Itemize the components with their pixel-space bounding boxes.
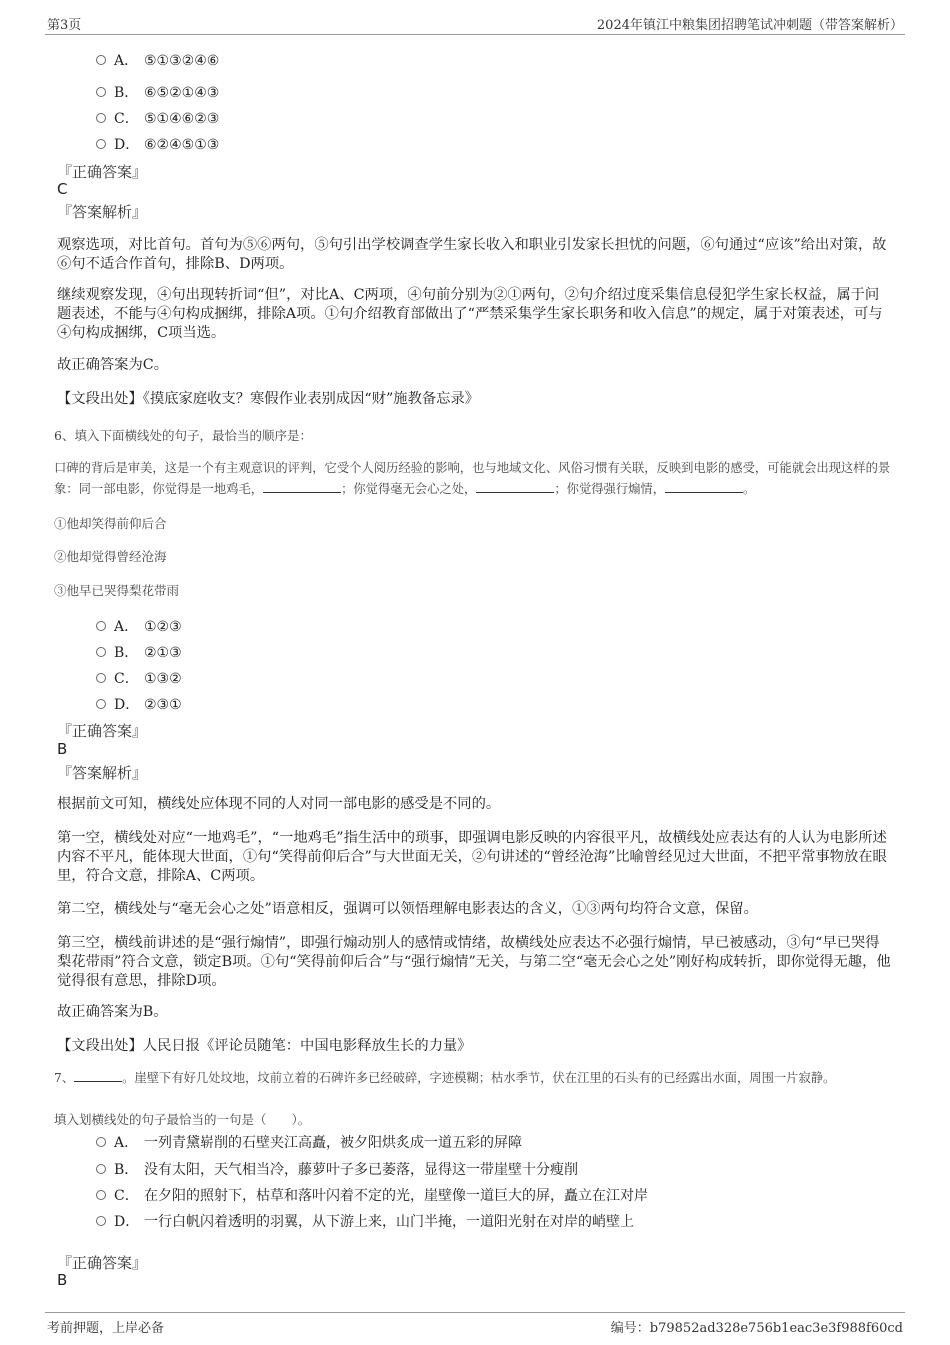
q7-option-b[interactable]: B． 没有太阳，天气相当冷，藤萝叶子多已萎落，显得这一带崖壁十分瘦削	[96, 1159, 578, 1179]
q5-analysis-para-1: 观察选项，对比首句。首句为⑤⑥两句，⑤句引出学校调查学生家长收入和职业引发家长担忧的问题，⑥句通过“应该”给出对策，故⑥句不适合作首句，排除B、D两项。	[57, 237, 887, 272]
q6-source: 【文段出处】人民日报《评论员随笔：中国电影释放生长的力量》	[57, 1038, 472, 1054]
page-number: 第3页	[47, 18, 82, 33]
q6-option-a[interactable]: A． ①②③	[96, 616, 182, 636]
q7-correct-answer: B	[57, 1271, 68, 1289]
radio-icon[interactable]	[96, 1190, 106, 1200]
q5-analysis-label: 『答案解析』	[57, 203, 148, 221]
q5-option-d[interactable]: D． ⑥②④⑤①③	[96, 134, 219, 154]
q7-option-c[interactable]: C． 在夕阳的照射下，枯草和落叶闪着不定的光，崖壁像一道巨大的屏，矗立在江对岸	[96, 1185, 648, 1205]
radio-icon[interactable]	[96, 621, 106, 631]
q6-item-1: ①他却笑得前仰后合	[54, 516, 167, 531]
q7-correct-label: 『正确答案』	[57, 1254, 148, 1272]
q5-source: 【文段出处】《摸底家庭收支？寒假作业表别成因“财”施教备忘录》	[57, 391, 480, 407]
answer-blank	[263, 480, 341, 493]
answer-blank	[665, 480, 743, 493]
q6-question: 6、填入下面横线处的句子，最恰当的顺序是：	[54, 428, 312, 443]
q6-item-2: ②他却觉得曾经沧海	[54, 549, 167, 564]
q6-option-d[interactable]: D． ②③①	[96, 694, 182, 714]
q6-analysis-para-3: 第二空，横线处与“毫无会心之处”语意相反，强调可以领悟理解电影表达的含义，①③两句均符合文意，保留。	[57, 901, 758, 917]
radio-icon[interactable]	[96, 139, 106, 149]
q5-analysis-para-2: 继续观察发现，④句出现转折词“但”，对比A、C两项，④句前分别为②①两句，②句介绍过度采集信息侵犯学生家长权益，属于问题表述，不能与④句构成捆绑，排除A项。①句介绍教育部做出了“严禁采集学生家长职务和收入信息”的规定，属于对策表述，可与④句构成捆绑，C项当选。	[57, 287, 883, 341]
radio-icon[interactable]	[96, 699, 106, 709]
q6-analysis-para-5: 故正确答案为B。	[57, 1004, 168, 1020]
radio-icon[interactable]	[96, 1164, 106, 1174]
q7-question: 7、 。崖壁下有好几处坟地，坟前立着的石碑许多已经破碎，字迹模糊；枯水季节，伏在江里的石头有的已经露出水面，周围一片寂静。	[54, 1071, 836, 1085]
q6-analysis-para-4: 第三空，横线前讲述的是“强行煽情”，即强行煽动别人的感情或情绪，故横线处应表达不必强行煽情，早已被感动，③句“早已哭得梨花带雨”符合文意，锁定B项。①句“笑得前仰后合”与“强行煽情”无关，与第二空“毫无会心之处”刚好构成转折，即你觉得无趣，他觉得很有意思，排除D项。	[57, 935, 891, 989]
radio-icon[interactable]	[96, 1137, 106, 1147]
answer-blank	[74, 1069, 122, 1082]
radio-icon[interactable]	[96, 1216, 106, 1226]
q5-option-a[interactable]: A． ⑤①③②④⑥	[96, 50, 219, 70]
radio-icon[interactable]	[96, 647, 106, 657]
document-id: 编号：b79852ad328e756b1eac3e3f988f60cd	[610, 1321, 903, 1336]
q6-correct-label: 『正确答案』	[57, 722, 148, 740]
radio-icon[interactable]	[96, 673, 106, 683]
q7-option-d[interactable]: D． 一行白帆闪着透明的羽翼，从下游上来，山门半掩，一道阳光射在对岸的峭壁上	[96, 1211, 634, 1231]
q5-option-b[interactable]: B． ⑥⑤②①④③	[96, 82, 219, 102]
radio-icon[interactable]	[96, 55, 106, 65]
q5-option-c[interactable]: C． ⑤①④⑥②③	[96, 108, 219, 128]
q6-correct-answer: B	[57, 740, 68, 758]
document-title: 2024年镇江中粮集团招聘笔试冲刺题（带答案解析）	[596, 18, 903, 33]
q6-analysis-label: 『答案解析』	[57, 764, 148, 782]
answer-blank	[476, 480, 554, 493]
q6-passage: 口碑的背后是审美，这是一个有主观意识的评判，它受个人阅历经验的影响，也与地域文化、风俗习惯有关联，反映到电影的感受，可能就会出现这样的景象：同一部电影，你觉得是一地鸡毛， ；你觉得毫无会心之处， ；你觉得强行煽情， 。	[54, 461, 891, 496]
q5-analysis-para-3: 故正确答案为C。	[57, 357, 169, 373]
page-header	[45, 12, 905, 35]
q7-prompt: 填入划横线处的句子最恰当的一句是（ ）。	[54, 1112, 311, 1127]
radio-icon[interactable]	[96, 113, 106, 123]
q5-correct-label: 『正确答案』	[57, 163, 148, 181]
q7-option-a[interactable]: A． 一列青黛崭削的石壁夹江高矗，被夕阳烘炙成一道五彩的屏障	[96, 1132, 522, 1152]
q6-analysis-para-1: 根据前文可知，横线处应体现不同的人对同一部电影的感受是不同的。	[57, 796, 501, 812]
q6-option-b[interactable]: B． ②①③	[96, 642, 182, 662]
q5-correct-answer: C	[57, 180, 68, 198]
footer-slogan: 考前押题，上岸必备	[47, 1321, 165, 1336]
q6-option-c[interactable]: C． ①③②	[96, 668, 182, 688]
q6-item-3: ③他早已哭得梨花带雨	[54, 583, 180, 598]
page-footer	[45, 1312, 905, 1335]
q6-analysis-para-2: 第一空，横线处对应“一地鸡毛”，“一地鸡毛”指生活中的琐事，即强调电影反映的内容很平凡，故横线处应表达有的人认为电影所述内容不平凡，能体现大世面，①句“笑得前仰后合”与大世面无关，②句讲述的“曾经沧海”比喻曾经见过大世面，不把平常事物放在眼里，符合文意，排除A、C两项。	[57, 830, 887, 884]
radio-icon[interactable]	[96, 87, 106, 97]
